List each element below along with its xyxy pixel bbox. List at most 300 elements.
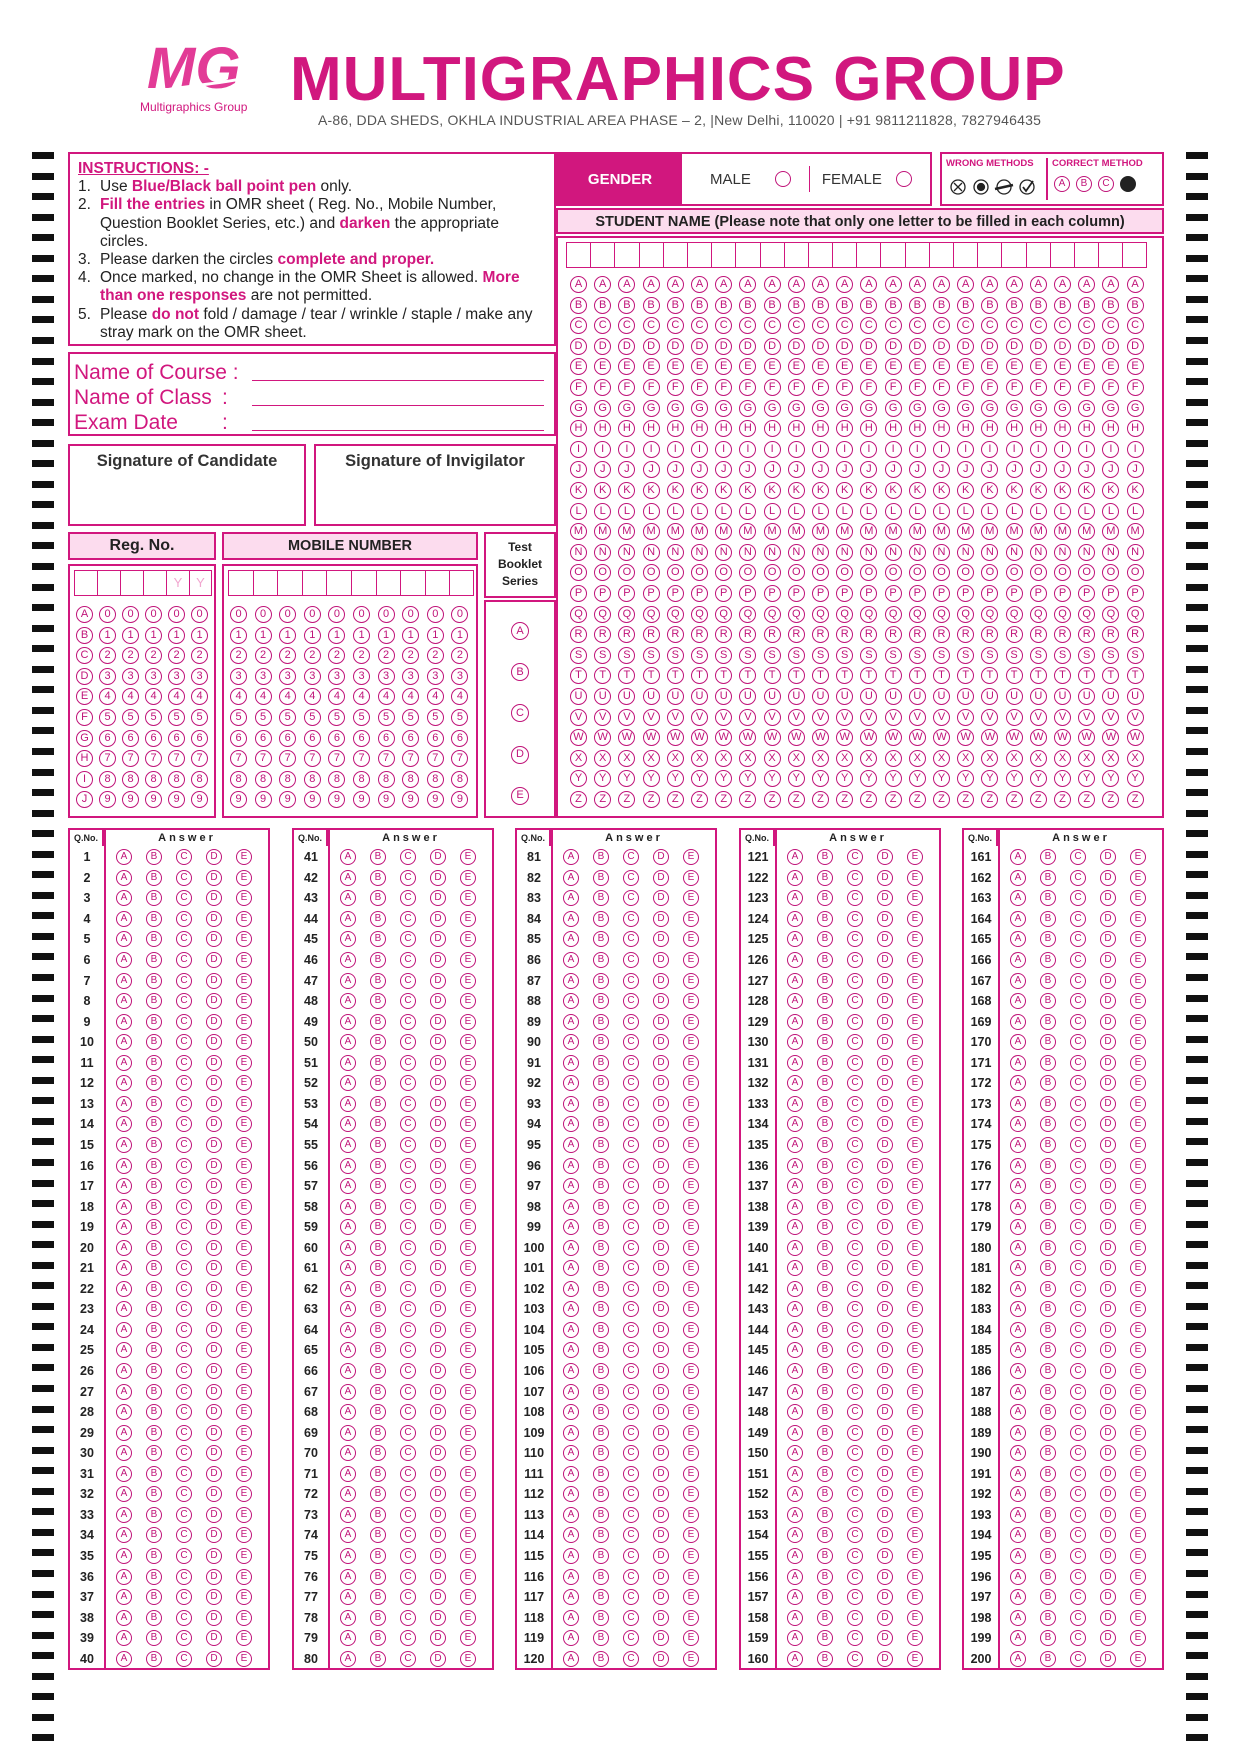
student-name-bubble[interactable]: N: [667, 544, 684, 561]
answer-bubble[interactable]: B: [593, 952, 609, 968]
answer-bubble[interactable]: D: [1100, 1137, 1116, 1153]
student-name-bubble[interactable]: J: [1102, 461, 1119, 478]
answer-bubble[interactable]: C: [400, 973, 416, 989]
mobile-digit-bubble[interactable]: 9: [279, 791, 296, 808]
student-name-bubble[interactable]: W: [812, 729, 829, 746]
answer-bubble[interactable]: E: [236, 1199, 252, 1215]
answer-bubble[interactable]: E: [1130, 1425, 1146, 1441]
answer-bubble[interactable]: C: [847, 1651, 863, 1667]
student-name-bubble[interactable]: Y: [981, 770, 998, 787]
student-name-bubble[interactable]: C: [764, 317, 781, 334]
answer-bubble[interactable]: D: [877, 1630, 893, 1646]
answer-bubble[interactable]: C: [847, 1425, 863, 1441]
student-name-bubble[interactable]: V: [1127, 709, 1144, 726]
answer-bubble[interactable]: C: [176, 1199, 192, 1215]
answer-bubble[interactable]: D: [653, 1589, 669, 1605]
student-name-bubble[interactable]: F: [1030, 379, 1047, 396]
answer-bubble[interactable]: E: [683, 1137, 699, 1153]
answer-bubble[interactable]: C: [1070, 1260, 1086, 1276]
answer-bubble[interactable]: D: [877, 1055, 893, 1071]
student-name-bubble[interactable]: S: [981, 647, 998, 664]
answer-bubble[interactable]: C: [623, 1096, 639, 1112]
answer-bubble[interactable]: D: [653, 1651, 669, 1667]
answer-bubble[interactable]: C: [176, 1301, 192, 1317]
student-name-bubble[interactable]: E: [836, 358, 853, 375]
answer-bubble[interactable]: B: [370, 1199, 386, 1215]
student-name-bubble[interactable]: T: [1102, 667, 1119, 684]
student-name-bubble[interactable]: W: [957, 729, 974, 746]
student-name-bubble[interactable]: J: [788, 461, 805, 478]
answer-bubble[interactable]: B: [370, 1569, 386, 1585]
answer-bubble[interactable]: D: [1100, 1178, 1116, 1194]
student-name-bubble[interactable]: T: [594, 667, 611, 684]
student-name-bubble[interactable]: E: [764, 358, 781, 375]
student-name-bubble[interactable]: J: [570, 461, 587, 478]
student-name-bubble[interactable]: B: [691, 297, 708, 314]
answer-bubble[interactable]: D: [430, 1384, 446, 1400]
answer-bubble[interactable]: E: [907, 1610, 923, 1626]
answer-bubble[interactable]: C: [847, 1055, 863, 1071]
student-name-bubble[interactable]: Y: [885, 770, 902, 787]
answer-bubble[interactable]: E: [460, 1116, 476, 1132]
answer-bubble[interactable]: B: [1040, 1158, 1056, 1174]
student-name-bubble[interactable]: U: [1054, 688, 1071, 705]
answer-bubble[interactable]: C: [623, 890, 639, 906]
answer-bubble[interactable]: D: [206, 1137, 222, 1153]
answer-bubble[interactable]: D: [877, 890, 893, 906]
answer-bubble[interactable]: A: [787, 1466, 803, 1482]
student-name-bubble[interactable]: H: [715, 420, 732, 437]
reg-no-bubble[interactable]: H: [76, 750, 93, 767]
answer-bubble[interactable]: B: [817, 1527, 833, 1543]
mobile-digit-bubble[interactable]: 4: [427, 688, 444, 705]
answer-bubble[interactable]: E: [236, 1548, 252, 1564]
student-name-bubble[interactable]: B: [1030, 297, 1047, 314]
answer-bubble[interactable]: D: [430, 1466, 446, 1482]
answer-bubble[interactable]: D: [877, 1342, 893, 1358]
answer-bubble[interactable]: C: [847, 1240, 863, 1256]
student-name-bubble[interactable]: X: [957, 750, 974, 767]
student-name-bubble[interactable]: I: [1078, 441, 1095, 458]
student-name-bubble[interactable]: V: [618, 709, 635, 726]
answer-bubble[interactable]: E: [460, 1425, 476, 1441]
mobile-digit-bubble[interactable]: 4: [304, 688, 321, 705]
answer-bubble[interactable]: C: [623, 1610, 639, 1626]
answer-bubble[interactable]: B: [146, 1055, 162, 1071]
student-name-bubble[interactable]: J: [739, 461, 756, 478]
answer-bubble[interactable]: C: [1070, 1178, 1086, 1194]
answer-bubble[interactable]: B: [146, 1363, 162, 1379]
answer-bubble[interactable]: B: [593, 1055, 609, 1071]
student-name-bubble[interactable]: P: [594, 585, 611, 602]
reg-no-entry-box[interactable]: [120, 570, 143, 596]
student-name-bubble[interactable]: B: [667, 297, 684, 314]
reg-no-bubble[interactable]: 9: [191, 791, 208, 808]
answer-bubble[interactable]: A: [116, 1610, 132, 1626]
answer-bubble[interactable]: A: [116, 890, 132, 906]
student-name-bubble[interactable]: T: [1054, 667, 1071, 684]
answer-bubble[interactable]: E: [236, 1116, 252, 1132]
student-name-bubble[interactable]: T: [933, 667, 950, 684]
student-name-bubble[interactable]: N: [715, 544, 732, 561]
answer-bubble[interactable]: B: [146, 1322, 162, 1338]
answer-bubble[interactable]: A: [563, 1384, 579, 1400]
answer-bubble[interactable]: D: [430, 1281, 446, 1297]
student-name-bubble[interactable]: J: [812, 461, 829, 478]
answer-bubble[interactable]: C: [847, 1014, 863, 1030]
student-name-entry-box[interactable]: [905, 242, 929, 268]
answer-bubble[interactable]: A: [787, 890, 803, 906]
answer-bubble[interactable]: C: [176, 1014, 192, 1030]
answer-bubble[interactable]: C: [176, 1363, 192, 1379]
reg-no-bubble[interactable]: 6: [99, 730, 116, 747]
answer-bubble[interactable]: D: [430, 1486, 446, 1502]
answer-bubble[interactable]: D: [430, 973, 446, 989]
answer-bubble[interactable]: A: [116, 1445, 132, 1461]
student-name-bubble[interactable]: B: [860, 297, 877, 314]
student-name-bubble[interactable]: I: [1102, 441, 1119, 458]
mobile-digit-bubble[interactable]: 5: [378, 709, 395, 726]
student-name-bubble[interactable]: H: [1030, 420, 1047, 437]
student-name-entry-box[interactable]: [687, 242, 711, 268]
reg-no-bubble[interactable]: 9: [122, 791, 139, 808]
answer-bubble[interactable]: A: [1010, 890, 1026, 906]
answer-bubble[interactable]: A: [340, 1569, 356, 1585]
answer-bubble[interactable]: C: [400, 931, 416, 947]
answer-bubble[interactable]: A: [563, 1240, 579, 1256]
answer-bubble[interactable]: D: [877, 952, 893, 968]
student-name-bubble[interactable]: B: [812, 297, 829, 314]
student-name-bubble[interactable]: Z: [594, 791, 611, 808]
reg-no-bubble[interactable]: 0: [145, 606, 162, 623]
answer-bubble[interactable]: E: [907, 890, 923, 906]
student-name-bubble[interactable]: O: [1006, 564, 1023, 581]
student-name-bubble[interactable]: V: [594, 709, 611, 726]
student-name-bubble[interactable]: N: [812, 544, 829, 561]
student-name-bubble[interactable]: A: [570, 276, 587, 293]
student-name-bubble[interactable]: I: [715, 441, 732, 458]
answer-bubble[interactable]: C: [623, 1240, 639, 1256]
mobile-digit-bubble[interactable]: 8: [451, 771, 468, 788]
answer-bubble[interactable]: D: [877, 1034, 893, 1050]
answer-bubble[interactable]: B: [817, 1219, 833, 1235]
answer-bubble[interactable]: C: [847, 1178, 863, 1194]
answer-bubble[interactable]: A: [787, 1486, 803, 1502]
answer-bubble[interactable]: B: [593, 1219, 609, 1235]
mobile-digit-bubble[interactable]: 5: [255, 709, 272, 726]
mobile-digit-bubble[interactable]: 3: [353, 668, 370, 685]
student-name-bubble[interactable]: G: [1006, 400, 1023, 417]
reg-no-bubble[interactable]: 5: [122, 709, 139, 726]
student-name-bubble[interactable]: M: [691, 523, 708, 540]
answer-bubble[interactable]: B: [146, 1486, 162, 1502]
student-name-bubble[interactable]: J: [1054, 461, 1071, 478]
mobile-entry-box[interactable]: [277, 570, 302, 596]
answer-bubble[interactable]: E: [1130, 993, 1146, 1009]
answer-bubble[interactable]: E: [236, 1322, 252, 1338]
answer-bubble[interactable]: A: [563, 1651, 579, 1667]
student-name-bubble[interactable]: C: [909, 317, 926, 334]
answer-bubble[interactable]: B: [593, 1527, 609, 1543]
answer-bubble[interactable]: B: [817, 1445, 833, 1461]
student-name-bubble[interactable]: A: [594, 276, 611, 293]
answer-bubble[interactable]: A: [1010, 1096, 1026, 1112]
answer-bubble[interactable]: C: [847, 1384, 863, 1400]
answer-bubble[interactable]: B: [593, 1158, 609, 1174]
student-name-bubble[interactable]: A: [788, 276, 805, 293]
answer-bubble[interactable]: B: [593, 1548, 609, 1564]
answer-bubble[interactable]: B: [1040, 931, 1056, 947]
answer-bubble[interactable]: B: [593, 1363, 609, 1379]
answer-bubble[interactable]: A: [787, 1445, 803, 1461]
answer-bubble[interactable]: D: [430, 1240, 446, 1256]
student-name-bubble[interactable]: Z: [933, 791, 950, 808]
answer-bubble[interactable]: C: [847, 1219, 863, 1235]
answer-bubble[interactable]: E: [460, 1445, 476, 1461]
answer-bubble[interactable]: D: [206, 911, 222, 927]
student-name-bubble[interactable]: R: [812, 626, 829, 643]
answer-bubble[interactable]: D: [877, 1322, 893, 1338]
answer-bubble[interactable]: E: [236, 1486, 252, 1502]
answer-bubble[interactable]: B: [1040, 911, 1056, 927]
answer-bubble[interactable]: D: [206, 1610, 222, 1626]
answer-bubble[interactable]: B: [370, 911, 386, 927]
answer-bubble[interactable]: D: [1100, 1507, 1116, 1523]
student-name-bubble[interactable]: H: [788, 420, 805, 437]
answer-bubble[interactable]: A: [340, 1466, 356, 1482]
answer-bubble[interactable]: D: [877, 911, 893, 927]
mobile-digit-bubble[interactable]: 0: [304, 606, 321, 623]
mobile-digit-bubble[interactable]: 4: [402, 688, 419, 705]
student-name-bubble[interactable]: C: [981, 317, 998, 334]
answer-bubble[interactable]: B: [146, 1630, 162, 1646]
answer-bubble[interactable]: C: [400, 1507, 416, 1523]
answer-bubble[interactable]: B: [593, 1199, 609, 1215]
answer-bubble[interactable]: C: [176, 1548, 192, 1564]
answer-bubble[interactable]: E: [683, 1014, 699, 1030]
mobile-entry-box[interactable]: [400, 570, 425, 596]
student-name-bubble[interactable]: O: [957, 564, 974, 581]
answer-bubble[interactable]: B: [593, 1445, 609, 1461]
student-name-bubble[interactable]: Z: [739, 791, 756, 808]
mobile-digit-bubble[interactable]: 6: [451, 730, 468, 747]
answer-bubble[interactable]: B: [1040, 1322, 1056, 1338]
answer-bubble[interactable]: E: [460, 1404, 476, 1420]
answer-bubble[interactable]: C: [1070, 1014, 1086, 1030]
answer-bubble[interactable]: C: [400, 1178, 416, 1194]
answer-bubble[interactable]: C: [847, 1363, 863, 1379]
answer-bubble[interactable]: D: [206, 1342, 222, 1358]
reg-no-bubble[interactable]: 8: [145, 771, 162, 788]
answer-bubble[interactable]: B: [370, 1178, 386, 1194]
answer-bubble[interactable]: B: [370, 1075, 386, 1091]
student-name-bubble[interactable]: R: [1127, 626, 1144, 643]
student-name-bubble[interactable]: V: [739, 709, 756, 726]
student-name-entry-box[interactable]: [1026, 242, 1050, 268]
student-name-bubble[interactable]: I: [981, 441, 998, 458]
reg-no-entry-box[interactable]: [143, 570, 166, 596]
answer-bubble[interactable]: C: [1070, 870, 1086, 886]
answer-bubble[interactable]: B: [370, 1219, 386, 1235]
answer-bubble[interactable]: B: [146, 1404, 162, 1420]
answer-bubble[interactable]: E: [683, 1363, 699, 1379]
answer-bubble[interactable]: A: [116, 1486, 132, 1502]
answer-bubble[interactable]: D: [430, 1630, 446, 1646]
answer-bubble[interactable]: E: [907, 1630, 923, 1646]
answer-bubble[interactable]: E: [236, 1260, 252, 1276]
answer-bubble[interactable]: B: [370, 1466, 386, 1482]
student-name-bubble[interactable]: U: [788, 688, 805, 705]
student-name-bubble[interactable]: G: [764, 400, 781, 417]
answer-bubble[interactable]: B: [370, 973, 386, 989]
mobile-digit-bubble[interactable]: 0: [451, 606, 468, 623]
answer-bubble[interactable]: B: [1040, 1137, 1056, 1153]
student-name-entry-box[interactable]: [760, 242, 784, 268]
answer-bubble[interactable]: C: [1070, 1630, 1086, 1646]
student-name-bubble[interactable]: J: [618, 461, 635, 478]
student-name-bubble[interactable]: Y: [909, 770, 926, 787]
student-name-bubble[interactable]: E: [1102, 358, 1119, 375]
answer-bubble[interactable]: A: [1010, 1425, 1026, 1441]
answer-bubble[interactable]: D: [430, 1527, 446, 1543]
student-name-bubble[interactable]: M: [570, 523, 587, 540]
answer-bubble[interactable]: D: [653, 1569, 669, 1585]
student-name-bubble[interactable]: M: [739, 523, 756, 540]
answer-bubble[interactable]: B: [146, 1384, 162, 1400]
student-name-bubble[interactable]: M: [1030, 523, 1047, 540]
answer-bubble[interactable]: E: [683, 1445, 699, 1461]
answer-bubble[interactable]: B: [146, 952, 162, 968]
answer-bubble[interactable]: D: [653, 931, 669, 947]
student-name-bubble[interactable]: E: [618, 358, 635, 375]
answer-bubble[interactable]: A: [116, 952, 132, 968]
mobile-digit-bubble[interactable]: 7: [255, 750, 272, 767]
answer-bubble[interactable]: A: [787, 1322, 803, 1338]
answer-bubble[interactable]: D: [877, 1569, 893, 1585]
answer-bubble[interactable]: E: [1130, 1630, 1146, 1646]
answer-bubble[interactable]: D: [1100, 1075, 1116, 1091]
answer-bubble[interactable]: E: [236, 1342, 252, 1358]
answer-bubble[interactable]: B: [593, 1075, 609, 1091]
student-name-bubble[interactable]: G: [618, 400, 635, 417]
answer-bubble[interactable]: D: [653, 1363, 669, 1379]
answer-bubble[interactable]: C: [847, 1281, 863, 1297]
answer-bubble[interactable]: B: [146, 1281, 162, 1297]
answer-bubble[interactable]: E: [683, 890, 699, 906]
booklet-series-bubble[interactable]: D: [511, 746, 529, 764]
answer-bubble[interactable]: B: [146, 1116, 162, 1132]
student-name-bubble[interactable]: C: [691, 317, 708, 334]
answer-bubble[interactable]: E: [460, 1569, 476, 1585]
answer-bubble[interactable]: E: [907, 993, 923, 1009]
mobile-digit-bubble[interactable]: 3: [304, 668, 321, 685]
answer-bubble[interactable]: A: [1010, 1014, 1026, 1030]
answer-bubble[interactable]: C: [623, 1158, 639, 1174]
answer-bubble[interactable]: A: [563, 1034, 579, 1050]
student-name-bubble[interactable]: U: [957, 688, 974, 705]
student-name-bubble[interactable]: Q: [860, 606, 877, 623]
answer-bubble[interactable]: A: [787, 973, 803, 989]
student-name-bubble[interactable]: X: [1127, 750, 1144, 767]
answer-bubble[interactable]: A: [1010, 1466, 1026, 1482]
student-name-bubble[interactable]: O: [643, 564, 660, 581]
student-name-bubble[interactable]: Y: [1006, 770, 1023, 787]
answer-bubble[interactable]: A: [116, 1527, 132, 1543]
answer-bubble[interactable]: E: [683, 1240, 699, 1256]
reg-no-bubble[interactable]: D: [76, 668, 93, 685]
student-name-bubble[interactable]: Y: [1127, 770, 1144, 787]
answer-bubble[interactable]: C: [847, 1445, 863, 1461]
student-name-bubble[interactable]: P: [957, 585, 974, 602]
answer-bubble[interactable]: B: [146, 1137, 162, 1153]
answer-bubble[interactable]: B: [817, 1507, 833, 1523]
student-name-bubble[interactable]: O: [764, 564, 781, 581]
answer-bubble[interactable]: C: [176, 1445, 192, 1461]
student-name-bubble[interactable]: L: [667, 503, 684, 520]
answer-bubble[interactable]: B: [817, 1096, 833, 1112]
student-name-bubble[interactable]: N: [1030, 544, 1047, 561]
student-name-bubble[interactable]: I: [594, 441, 611, 458]
answer-bubble[interactable]: D: [430, 1322, 446, 1338]
mobile-digit-bubble[interactable]: 5: [304, 709, 321, 726]
reg-no-bubble[interactable]: 6: [168, 730, 185, 747]
student-name-bubble[interactable]: I: [836, 441, 853, 458]
answer-bubble[interactable]: D: [430, 1219, 446, 1235]
answer-bubble[interactable]: A: [116, 1301, 132, 1317]
answer-bubble[interactable]: C: [1070, 1486, 1086, 1502]
answer-bubble[interactable]: E: [683, 993, 699, 1009]
student-name-entry-box[interactable]: [977, 242, 1001, 268]
student-name-bubble[interactable]: C: [885, 317, 902, 334]
student-name-bubble[interactable]: G: [1127, 400, 1144, 417]
answer-bubble[interactable]: A: [1010, 1301, 1026, 1317]
student-name-bubble[interactable]: B: [618, 297, 635, 314]
answer-bubble[interactable]: D: [1100, 1548, 1116, 1564]
mobile-digit-bubble[interactable]: 6: [304, 730, 321, 747]
answer-bubble[interactable]: C: [623, 1486, 639, 1502]
answer-bubble[interactable]: E: [1130, 1404, 1146, 1420]
answer-bubble[interactable]: A: [340, 1651, 356, 1667]
answer-bubble[interactable]: D: [1100, 931, 1116, 947]
student-name-bubble[interactable]: Q: [1030, 606, 1047, 623]
answer-bubble[interactable]: E: [460, 1384, 476, 1400]
student-name-bubble[interactable]: Q: [764, 606, 781, 623]
student-name-bubble[interactable]: L: [594, 503, 611, 520]
answer-bubble[interactable]: A: [787, 870, 803, 886]
student-name-bubble[interactable]: A: [618, 276, 635, 293]
answer-bubble[interactable]: B: [1040, 1486, 1056, 1502]
mobile-digit-bubble[interactable]: 6: [427, 730, 444, 747]
answer-bubble[interactable]: A: [340, 870, 356, 886]
answer-bubble[interactable]: E: [907, 1342, 923, 1358]
student-name-bubble[interactable]: R: [618, 626, 635, 643]
answer-bubble[interactable]: A: [563, 911, 579, 927]
student-name-bubble[interactable]: W: [570, 729, 587, 746]
answer-bubble[interactable]: D: [206, 1014, 222, 1030]
student-name-bubble[interactable]: K: [667, 482, 684, 499]
answer-bubble[interactable]: C: [1070, 1055, 1086, 1071]
answer-bubble[interactable]: A: [1010, 1240, 1026, 1256]
student-name-bubble[interactable]: L: [812, 503, 829, 520]
answer-bubble[interactable]: B: [370, 1322, 386, 1338]
student-name-bubble[interactable]: D: [885, 338, 902, 355]
student-name-bubble[interactable]: E: [1054, 358, 1071, 375]
answer-bubble[interactable]: B: [370, 1548, 386, 1564]
answer-bubble[interactable]: E: [460, 870, 476, 886]
answer-bubble[interactable]: A: [116, 993, 132, 1009]
student-name-bubble[interactable]: J: [1127, 461, 1144, 478]
answer-bubble[interactable]: A: [116, 911, 132, 927]
